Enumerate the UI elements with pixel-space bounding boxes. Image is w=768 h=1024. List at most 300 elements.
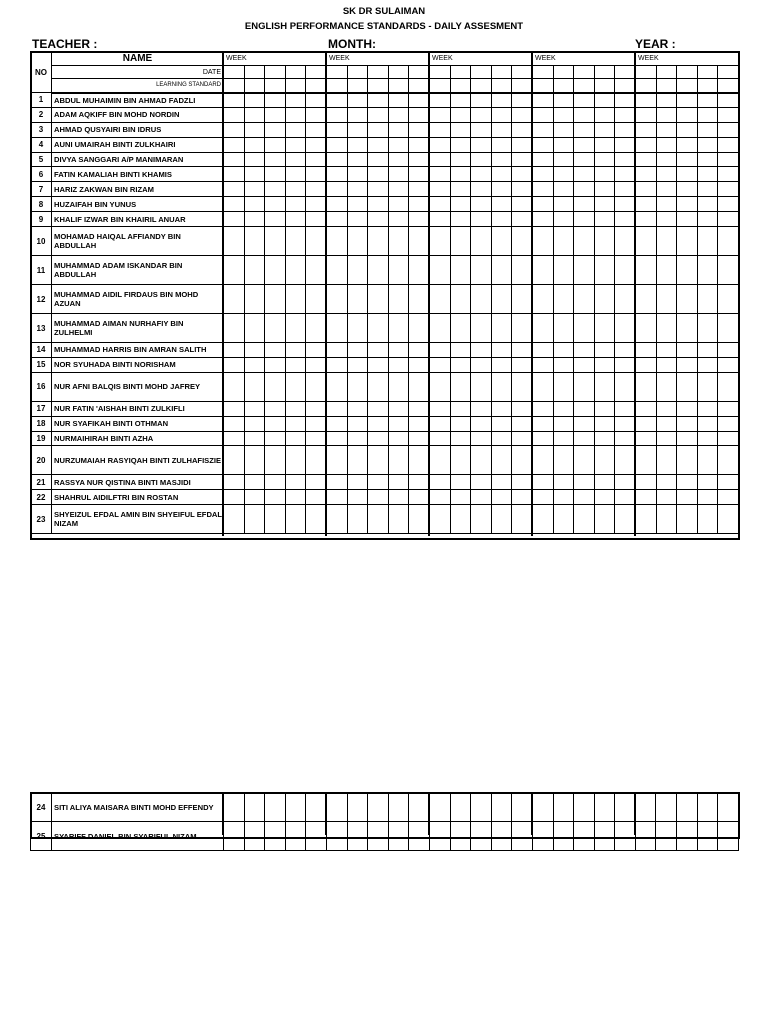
assessment-cell[interactable] [553,822,574,851]
assessment-cell[interactable] [388,227,409,256]
assessment-cell[interactable] [718,227,739,256]
assessment-cell[interactable] [615,93,636,108]
date-cell[interactable] [409,66,430,79]
assessment-cell[interactable] [656,490,677,505]
assessment-cell[interactable] [285,93,306,108]
assessment-cell[interactable] [512,431,533,446]
assessment-cell[interactable] [244,182,265,197]
assessment-cell[interactable] [244,314,265,343]
assessment-cell[interactable] [615,822,636,851]
assessment-cell[interactable] [265,93,286,108]
assessment-cell[interactable] [409,227,430,256]
assessment-cell[interactable] [285,416,306,431]
assessment-cell[interactable] [491,93,512,108]
assessment-cell[interactable] [594,431,615,446]
assessment-cell[interactable] [388,431,409,446]
assessment-cell[interactable] [285,793,306,822]
date-cell[interactable] [615,66,636,79]
assessment-cell[interactable] [409,314,430,343]
assessment-cell[interactable] [347,152,368,167]
assessment-cell[interactable] [347,314,368,343]
assessment-cell[interactable] [594,343,615,358]
assessment-cell[interactable] [368,475,389,490]
assessment-cell[interactable] [368,285,389,314]
assessment-cell[interactable] [430,490,451,505]
date-cell[interactable] [512,66,533,79]
assessment-cell[interactable] [553,285,574,314]
assessment-cell[interactable] [636,167,657,182]
assessment-cell[interactable] [491,357,512,372]
assessment-cell[interactable] [594,490,615,505]
assessment-cell[interactable] [718,107,739,122]
assessment-cell[interactable] [491,343,512,358]
assessment-cell[interactable] [306,137,327,152]
assessment-cell[interactable] [491,197,512,212]
assessment-cell[interactable] [327,372,348,401]
assessment-cell[interactable] [224,416,245,431]
assessment-cell[interactable] [450,107,471,122]
assessment-cell[interactable] [285,446,306,475]
assessment-cell[interactable] [718,416,739,431]
assessment-cell[interactable] [615,285,636,314]
assessment-cell[interactable] [306,93,327,108]
assessment-cell[interactable] [306,431,327,446]
assessment-cell[interactable] [224,343,245,358]
assessment-cell[interactable] [285,182,306,197]
assessment-cell[interactable] [574,152,595,167]
assessment-cell[interactable] [656,197,677,212]
assessment-cell[interactable] [697,475,718,490]
assessment-cell[interactable] [491,793,512,822]
assessment-cell[interactable] [409,401,430,416]
assessment-cell[interactable] [697,401,718,416]
assessment-cell[interactable] [471,446,492,475]
assessment-cell[interactable] [471,416,492,431]
assessment-cell[interactable] [265,475,286,490]
assessment-cell[interactable] [327,227,348,256]
assessment-cell[interactable] [388,122,409,137]
assessment-cell[interactable] [224,197,245,212]
assessment-cell[interactable] [636,343,657,358]
assessment-cell[interactable] [368,107,389,122]
assessment-cell[interactable] [677,167,698,182]
assessment-cell[interactable] [224,401,245,416]
assessment-cell[interactable] [471,793,492,822]
assessment-cell[interactable] [697,285,718,314]
assessment-cell[interactable] [491,314,512,343]
assessment-cell[interactable] [450,822,471,851]
assessment-cell[interactable] [224,822,245,851]
assessment-cell[interactable] [347,431,368,446]
assessment-cell[interactable] [388,256,409,285]
assessment-cell[interactable] [574,122,595,137]
assessment-cell[interactable] [265,357,286,372]
assessment-cell[interactable] [471,167,492,182]
assessment-cell[interactable] [285,256,306,285]
assessment-cell[interactable] [656,431,677,446]
assessment-cell[interactable] [224,431,245,446]
assessment-cell[interactable] [409,357,430,372]
assessment-cell[interactable] [388,401,409,416]
assessment-cell[interactable] [718,401,739,416]
assessment-cell[interactable] [615,107,636,122]
assessment-cell[interactable] [327,167,348,182]
assessment-cell[interactable] [244,227,265,256]
assessment-cell[interactable] [224,212,245,227]
learning-standard-cell[interactable] [368,79,389,93]
assessment-cell[interactable] [327,475,348,490]
assessment-cell[interactable] [409,152,430,167]
assessment-cell[interactable] [512,122,533,137]
assessment-cell[interactable] [347,137,368,152]
assessment-cell[interactable] [450,505,471,534]
assessment-cell[interactable] [718,212,739,227]
assessment-cell[interactable] [594,152,615,167]
assessment-cell[interactable] [306,227,327,256]
assessment-cell[interactable] [697,357,718,372]
assessment-cell[interactable] [450,122,471,137]
assessment-cell[interactable] [677,357,698,372]
assessment-cell[interactable] [368,505,389,534]
assessment-cell[interactable] [594,357,615,372]
date-cell[interactable] [224,66,245,79]
assessment-cell[interactable] [388,475,409,490]
assessment-cell[interactable] [697,793,718,822]
learning-standard-cell[interactable] [636,79,657,93]
date-cell[interactable] [533,66,554,79]
assessment-cell[interactable] [491,152,512,167]
assessment-cell[interactable] [430,475,451,490]
assessment-cell[interactable] [327,343,348,358]
assessment-cell[interactable] [450,93,471,108]
learning-standard-cell[interactable] [512,79,533,93]
assessment-cell[interactable] [491,822,512,851]
assessment-cell[interactable] [574,107,595,122]
assessment-cell[interactable] [409,212,430,227]
assessment-cell[interactable] [347,372,368,401]
assessment-cell[interactable] [574,822,595,851]
assessment-cell[interactable] [615,137,636,152]
assessment-cell[interactable] [615,314,636,343]
date-cell[interactable] [244,66,265,79]
assessment-cell[interactable] [677,446,698,475]
assessment-cell[interactable] [574,314,595,343]
assessment-cell[interactable] [265,107,286,122]
assessment-cell[interactable] [430,197,451,212]
assessment-cell[interactable] [697,431,718,446]
assessment-cell[interactable] [409,475,430,490]
assessment-cell[interactable] [430,285,451,314]
assessment-cell[interactable] [594,122,615,137]
date-cell[interactable] [430,66,451,79]
assessment-cell[interactable] [450,490,471,505]
assessment-cell[interactable] [533,137,554,152]
assessment-cell[interactable] [471,93,492,108]
assessment-cell[interactable] [574,416,595,431]
assessment-cell[interactable] [368,357,389,372]
assessment-cell[interactable] [533,167,554,182]
date-cell[interactable] [347,66,368,79]
assessment-cell[interactable] [430,505,451,534]
assessment-cell[interactable] [697,314,718,343]
assessment-cell[interactable] [533,505,554,534]
assessment-cell[interactable] [306,107,327,122]
date-cell[interactable] [471,66,492,79]
assessment-cell[interactable] [512,822,533,851]
date-cell[interactable] [388,66,409,79]
assessment-cell[interactable] [718,372,739,401]
assessment-cell[interactable] [244,167,265,182]
learning-standard-cell[interactable] [327,79,348,93]
assessment-cell[interactable] [491,416,512,431]
assessment-cell[interactable] [594,401,615,416]
assessment-cell[interactable] [697,416,718,431]
assessment-cell[interactable] [636,446,657,475]
assessment-cell[interactable] [368,197,389,212]
assessment-cell[interactable] [594,256,615,285]
learning-standard-cell[interactable] [285,79,306,93]
assessment-cell[interactable] [224,314,245,343]
assessment-cell[interactable] [450,285,471,314]
date-cell[interactable] [574,66,595,79]
assessment-cell[interactable] [368,314,389,343]
assessment-cell[interactable] [491,431,512,446]
assessment-cell[interactable] [430,431,451,446]
assessment-cell[interactable] [306,401,327,416]
assessment-cell[interactable] [491,256,512,285]
assessment-cell[interactable] [306,152,327,167]
assessment-cell[interactable] [388,793,409,822]
assessment-cell[interactable] [594,314,615,343]
assessment-cell[interactable] [615,227,636,256]
assessment-cell[interactable] [306,357,327,372]
assessment-cell[interactable] [656,152,677,167]
assessment-cell[interactable] [285,505,306,534]
assessment-cell[interactable] [471,490,492,505]
assessment-cell[interactable] [656,372,677,401]
assessment-cell[interactable] [697,343,718,358]
assessment-cell[interactable] [450,343,471,358]
assessment-cell[interactable] [409,122,430,137]
date-cell[interactable] [697,66,718,79]
assessment-cell[interactable] [594,182,615,197]
assessment-cell[interactable] [306,256,327,285]
assessment-cell[interactable] [327,107,348,122]
assessment-cell[interactable] [265,822,286,851]
assessment-cell[interactable] [636,357,657,372]
assessment-cell[interactable] [347,793,368,822]
assessment-cell[interactable] [594,137,615,152]
assessment-cell[interactable] [327,122,348,137]
assessment-cell[interactable] [244,475,265,490]
assessment-cell[interactable] [636,227,657,256]
assessment-cell[interactable] [347,285,368,314]
assessment-cell[interactable] [677,431,698,446]
assessment-cell[interactable] [697,227,718,256]
assessment-cell[interactable] [368,256,389,285]
assessment-cell[interactable] [471,822,492,851]
assessment-cell[interactable] [491,182,512,197]
assessment-cell[interactable] [224,93,245,108]
assessment-cell[interactable] [265,431,286,446]
assessment-cell[interactable] [265,505,286,534]
assessment-cell[interactable] [553,475,574,490]
assessment-cell[interactable] [450,372,471,401]
assessment-cell[interactable] [636,490,657,505]
assessment-cell[interactable] [553,167,574,182]
assessment-cell[interactable] [533,416,554,431]
assessment-cell[interactable] [306,182,327,197]
assessment-cell[interactable] [224,107,245,122]
date-cell[interactable] [368,66,389,79]
assessment-cell[interactable] [285,152,306,167]
assessment-cell[interactable] [594,416,615,431]
assessment-cell[interactable] [409,197,430,212]
assessment-cell[interactable] [656,93,677,108]
assessment-cell[interactable] [409,372,430,401]
assessment-cell[interactable] [718,505,739,534]
assessment-cell[interactable] [430,227,451,256]
learning-standard-cell[interactable] [471,79,492,93]
assessment-cell[interactable] [327,357,348,372]
assessment-cell[interactable] [697,167,718,182]
assessment-cell[interactable] [224,285,245,314]
assessment-cell[interactable] [347,212,368,227]
assessment-cell[interactable] [326,793,347,822]
assessment-cell[interactable] [265,793,286,822]
assessment-cell[interactable] [533,475,554,490]
assessment-cell[interactable] [306,372,327,401]
assessment-cell[interactable] [244,137,265,152]
assessment-cell[interactable] [224,357,245,372]
assessment-cell[interactable] [409,793,430,822]
assessment-cell[interactable] [327,431,348,446]
assessment-cell[interactable] [224,256,245,285]
assessment-cell[interactable] [594,822,615,851]
assessment-cell[interactable] [409,256,430,285]
assessment-cell[interactable] [450,152,471,167]
assessment-cell[interactable] [450,475,471,490]
assessment-cell[interactable] [285,122,306,137]
learning-standard-cell[interactable] [718,79,739,93]
date-cell[interactable] [306,66,327,79]
assessment-cell[interactable] [533,122,554,137]
assessment-cell[interactable] [697,490,718,505]
assessment-cell[interactable] [677,490,698,505]
assessment-cell[interactable] [636,256,657,285]
date-cell[interactable] [656,66,677,79]
assessment-cell[interactable] [533,357,554,372]
assessment-cell[interactable] [430,446,451,475]
assessment-cell[interactable] [244,256,265,285]
assessment-cell[interactable] [512,93,533,108]
assessment-cell[interactable] [388,167,409,182]
assessment-cell[interactable] [636,137,657,152]
assessment-cell[interactable] [553,446,574,475]
assessment-cell[interactable] [718,182,739,197]
assessment-cell[interactable] [368,416,389,431]
assessment-cell[interactable] [285,822,306,851]
assessment-cell[interactable] [697,122,718,137]
date-cell[interactable] [677,66,698,79]
assessment-cell[interactable] [327,93,348,108]
assessment-cell[interactable] [326,822,347,851]
assessment-cell[interactable] [677,212,698,227]
assessment-cell[interactable] [491,285,512,314]
assessment-cell[interactable] [533,343,554,358]
assessment-cell[interactable] [512,137,533,152]
assessment-cell[interactable] [615,372,636,401]
date-cell[interactable] [718,66,739,79]
assessment-cell[interactable] [718,122,739,137]
assessment-cell[interactable] [409,93,430,108]
assessment-cell[interactable] [368,167,389,182]
assessment-cell[interactable] [471,122,492,137]
assessment-cell[interactable] [574,357,595,372]
assessment-cell[interactable] [615,167,636,182]
assessment-cell[interactable] [491,212,512,227]
date-cell[interactable] [265,66,286,79]
assessment-cell[interactable] [430,357,451,372]
assessment-cell[interactable] [430,372,451,401]
assessment-cell[interactable] [553,182,574,197]
assessment-cell[interactable] [594,285,615,314]
date-cell[interactable] [553,66,574,79]
assessment-cell[interactable] [265,152,286,167]
assessment-cell[interactable] [615,357,636,372]
assessment-cell[interactable] [285,431,306,446]
assessment-cell[interactable] [533,197,554,212]
assessment-cell[interactable] [265,401,286,416]
assessment-cell[interactable] [368,212,389,227]
assessment-cell[interactable] [615,182,636,197]
assessment-cell[interactable] [306,505,327,534]
assessment-cell[interactable] [594,475,615,490]
assessment-cell[interactable] [594,505,615,534]
assessment-cell[interactable] [594,227,615,256]
assessment-cell[interactable] [615,212,636,227]
assessment-cell[interactable] [512,416,533,431]
assessment-cell[interactable] [553,137,574,152]
assessment-cell[interactable] [512,475,533,490]
assessment-cell[interactable] [533,431,554,446]
assessment-cell[interactable] [347,490,368,505]
assessment-cell[interactable] [224,475,245,490]
assessment-cell[interactable] [285,212,306,227]
assessment-cell[interactable] [347,256,368,285]
assessment-cell[interactable] [512,446,533,475]
assessment-cell[interactable] [327,490,348,505]
assessment-cell[interactable] [244,93,265,108]
assessment-cell[interactable] [430,93,451,108]
assessment-cell[interactable] [656,416,677,431]
assessment-cell[interactable] [347,343,368,358]
assessment-cell[interactable] [327,256,348,285]
learning-standard-cell[interactable] [677,79,698,93]
assessment-cell[interactable] [594,167,615,182]
assessment-cell[interactable] [306,167,327,182]
assessment-cell[interactable] [491,505,512,534]
assessment-cell[interactable] [594,197,615,212]
assessment-cell[interactable] [512,197,533,212]
assessment-cell[interactable] [327,401,348,416]
assessment-cell[interactable] [656,822,677,851]
assessment-cell[interactable] [265,122,286,137]
assessment-cell[interactable] [224,490,245,505]
assessment-cell[interactable] [656,401,677,416]
assessment-cell[interactable] [347,227,368,256]
assessment-cell[interactable] [615,431,636,446]
